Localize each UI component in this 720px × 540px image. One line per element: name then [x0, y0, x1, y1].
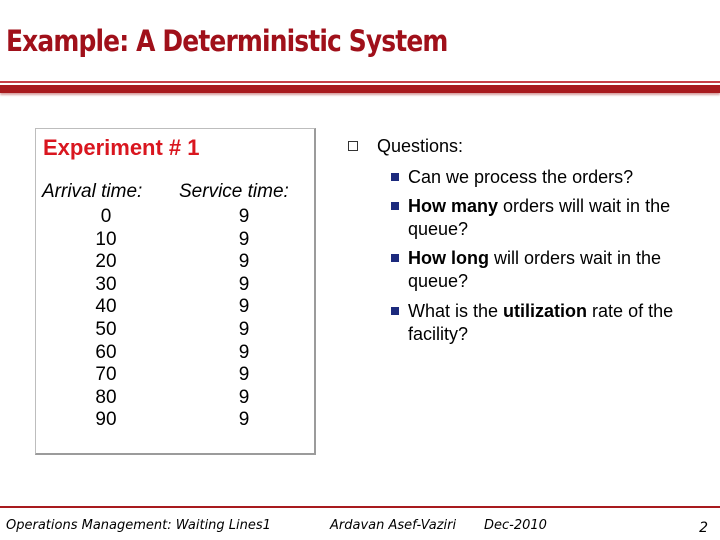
- title-divider: [0, 85, 720, 93]
- question-text: What is the utilization rate of the facility?: [408, 301, 674, 344]
- arrival-time-cell: 30: [95, 273, 117, 295]
- arrival-time-cell: 80: [95, 386, 117, 408]
- service-time-cell: 9: [238, 228, 250, 250]
- question-text: Can we process the orders?: [408, 167, 634, 187]
- arrival-time-cell: 70: [95, 364, 117, 386]
- page-number: 2: [699, 520, 708, 536]
- experiment-table-image: [35, 128, 316, 455]
- title-divider-thin: [0, 81, 720, 83]
- footer-divider: [0, 506, 720, 508]
- footer-date: Dec-2010: [484, 518, 547, 533]
- arrival-time-cell: 20: [95, 251, 117, 273]
- arrival-time-header: Arrival time:: [42, 181, 143, 202]
- filled-square-bullet-icon: [391, 254, 399, 262]
- filled-square-bullet-icon: [391, 307, 399, 315]
- service-time-cell: 9: [238, 364, 250, 386]
- footer-author: Ardavan Asef-Vaziri: [330, 518, 457, 533]
- arrival-time-cell: 60: [95, 341, 117, 363]
- service-time-cell: 9: [238, 318, 250, 340]
- questions-heading: Questions:: [377, 136, 464, 156]
- footer-course: Operations Management: Waiting Lines1: [6, 518, 271, 533]
- arrival-time-cell: 40: [95, 296, 117, 318]
- arrival-time-cell: 50: [95, 318, 117, 340]
- service-time-cell: 9: [238, 341, 250, 363]
- arrival-time-cell: 10: [95, 228, 117, 250]
- service-time-cell: 9: [238, 386, 250, 408]
- service-time-cell: 9: [238, 409, 250, 431]
- slide-title: Example: A Deterministic System: [6, 24, 448, 58]
- service-time-cell: 9: [238, 296, 250, 318]
- service-time-header: Service time:: [179, 181, 289, 202]
- service-time-cell: 9: [238, 251, 250, 273]
- service-time-cell: 9: [238, 206, 250, 227]
- hollow-square-bullet-icon: [348, 141, 358, 151]
- filled-square-bullet-icon: [391, 202, 399, 210]
- service-time-column: [214, 206, 274, 432]
- arrival-time-cell: 0: [100, 206, 112, 227]
- experiment-title: Experiment # 1: [43, 135, 200, 160]
- arrival-time-column: [66, 206, 146, 432]
- question-text: How long will orders wait in the queue?: [408, 248, 662, 291]
- service-time-cell: 9: [238, 273, 250, 295]
- question-text: How many orders will wait in the queue?: [408, 196, 671, 239]
- arrival-time-cell: 90: [95, 409, 117, 431]
- filled-square-bullet-icon: [391, 173, 399, 181]
